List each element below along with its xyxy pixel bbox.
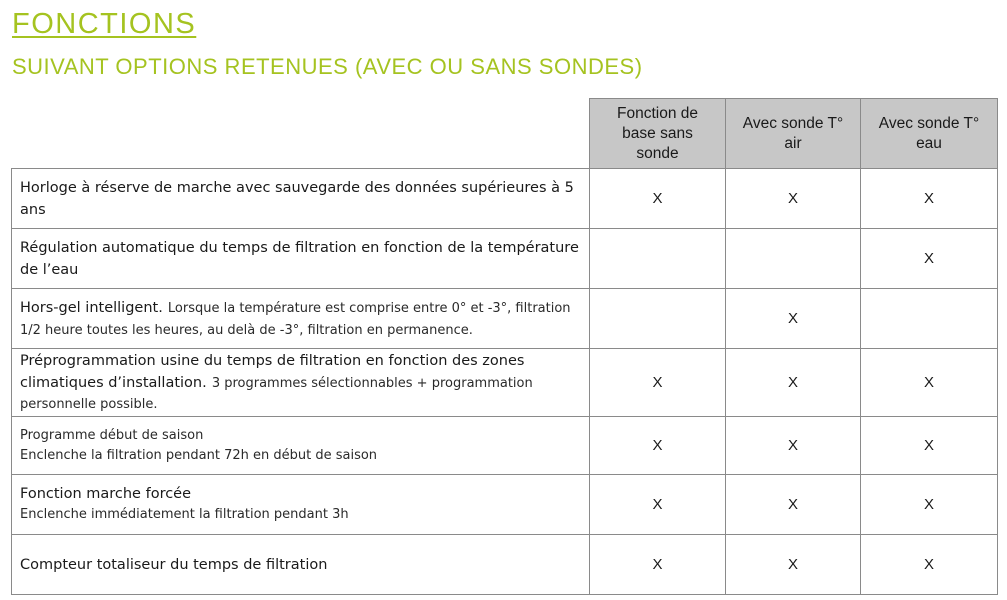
- mark-cell: X: [726, 535, 861, 595]
- feature-title: Préprogrammation usine du temps de filtration en fonction des zones climatiques d’installation.: [20, 353, 525, 391]
- mark-cell: X: [590, 169, 726, 229]
- feature-title: Compteur totaliseur du temps de filtration: [20, 556, 328, 573]
- table-row: [12, 475, 998, 535]
- feature-description: Lorsque la température est comprise entre 0° et -3°, filtration 1/2 heure toutes les heures, au delà de -3°, filtration en permanence.: [20, 301, 571, 338]
- page-subtitle: SUIVANT OPTIONS RETENUES (AVEC OU SANS SONDES): [12, 54, 643, 79]
- mark-cell: X: [726, 417, 861, 475]
- feature-description-line: Enclenche la filtration pendant 72h en début de saison: [20, 447, 378, 463]
- feature-cell: [12, 349, 590, 417]
- mark-cell: X: [726, 169, 861, 229]
- column-header-air-probe: Avec sonde T° air: [726, 99, 861, 169]
- mark-cell: X: [590, 475, 726, 535]
- column-header-base: Fonction de base sans sonde: [590, 99, 726, 169]
- mark-cell: [726, 229, 861, 289]
- page-title: FONCTIONS: [12, 8, 197, 40]
- table-row: [12, 169, 998, 229]
- features-table: [11, 98, 998, 595]
- feature-cell: [12, 229, 590, 289]
- mark-cell: [590, 289, 726, 349]
- mark-cell: X: [861, 535, 998, 595]
- feature-title: Régulation automatique du temps de filtration en fonction de la température de l’eau: [20, 240, 579, 278]
- feature-title: Horloge à réserve de marche avec sauvegarde des données supérieures à 5 ans: [20, 180, 574, 218]
- mark-cell: X: [861, 349, 998, 417]
- feature-cell: [12, 475, 590, 535]
- feature-description: 3 programmes sélectionnables + programmation personnelle possible.: [20, 375, 533, 413]
- table-row: [12, 229, 998, 289]
- feature-cell: [12, 535, 590, 595]
- header-blank-cell: [12, 99, 590, 169]
- mark-cell: X: [726, 475, 861, 535]
- feature-cell: [12, 289, 590, 349]
- mark-cell: X: [861, 169, 998, 229]
- table-row: [12, 349, 998, 417]
- mark-cell: X: [861, 417, 998, 475]
- feature-cell: [12, 417, 590, 475]
- mark-cell: X: [590, 535, 726, 595]
- mark-cell: X: [726, 349, 861, 417]
- mark-cell: X: [726, 289, 861, 349]
- mark-cell: X: [590, 417, 726, 475]
- column-header-water-probe: Avec sonde T° eau: [861, 99, 998, 169]
- feature-title: Hors-gel intelligent.: [20, 300, 163, 316]
- mark-cell: X: [590, 349, 726, 417]
- mark-cell: X: [861, 229, 998, 289]
- feature-description: Enclenche immédiatement la filtration pendant 3h: [20, 506, 349, 522]
- feature-description-line: Programme début de saison: [20, 428, 204, 443]
- feature-cell: [12, 169, 590, 229]
- table-row: [12, 417, 998, 475]
- mark-cell: [861, 289, 998, 349]
- table-header-row: [12, 99, 998, 169]
- mark-cell: X: [861, 475, 998, 535]
- mark-cell: [590, 229, 726, 289]
- table-row: [12, 289, 998, 349]
- table-row: [12, 535, 998, 595]
- feature-title: Fonction marche forcée: [20, 486, 192, 502]
